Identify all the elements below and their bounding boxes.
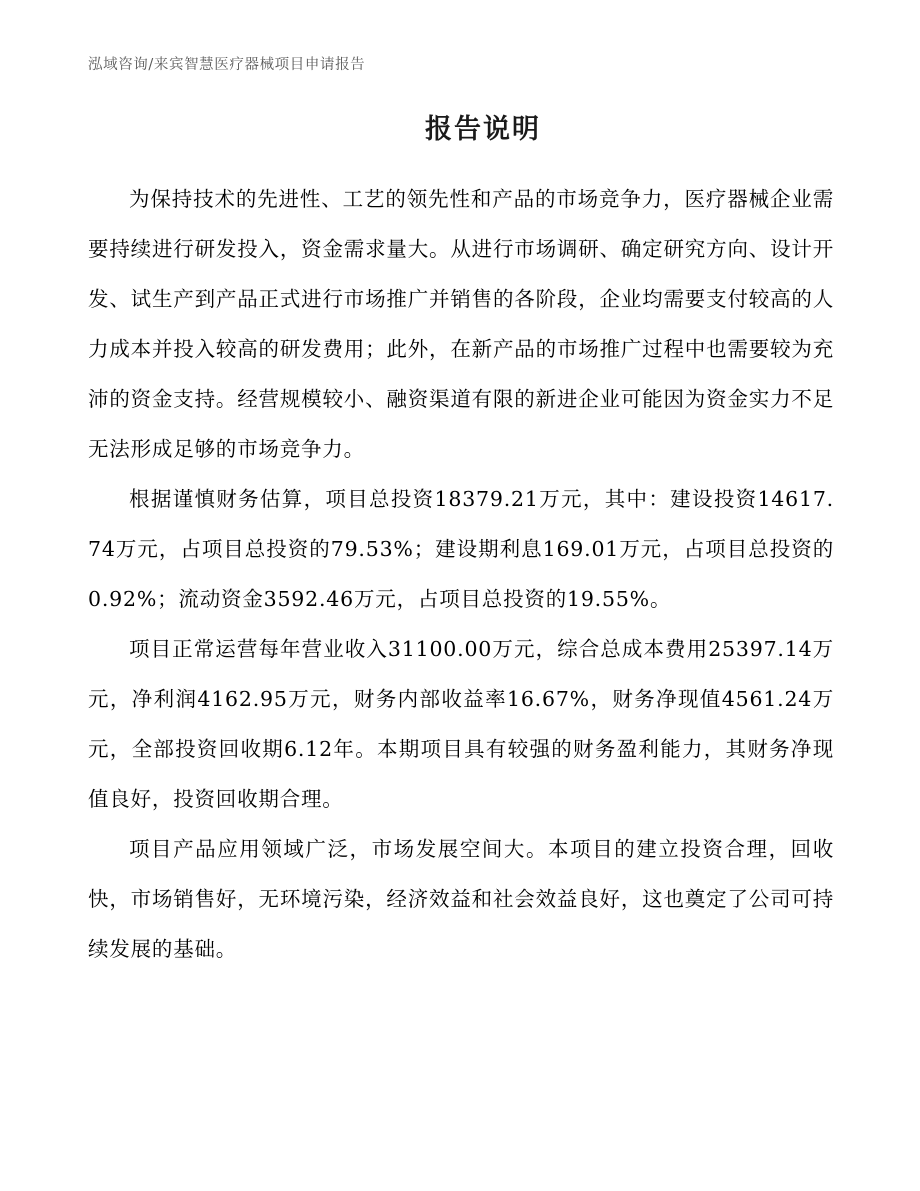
running-header: 泓域咨询/来宾智慧医疗器械项目申请报告 [88, 57, 366, 73]
body-paragraph: 为保持技术的先进性、工艺的领先性和产品的市场竞争力，医疗器械企业需要持续进行研发投入，资金需求量大。从进行市场调研、确定研究方向、设计开发、试生产到产品正式进行市场推广并销售的各阶段，企业均需要支付较高的人力成本并投入较高的研发费用；此外，在新产品的市场推广过程中也需要较为充沛的资金支持。经营规模较小、融资渠道有限的新进企业可能因为资金实力不足无法形成足够的市场竞争力。 [88, 187, 834, 461]
document-body [88, 108, 834, 974]
body-paragraph: 项目产品应用领域广泛，市场发展空间大。本项目的建立投资合理，回收快，市场销售好，无环境污染，经济效益和社会效益良好，这也奠定了公司可持续发展的基础。 [88, 837, 834, 961]
page-title: 报告说明 [425, 114, 541, 145]
body-paragraph: 项目正常运营每年营业收入31100.00万元，综合总成本费用25397.14万元，净利润4162.95万元，财务内部收益率16.67%，财务净现值4561.24万元，全部投资回收期6.12年。本期项目具有较强的财务盈利能力，其财务净现值良好，投资回收期合理。 [88, 637, 834, 811]
body-paragraph: 根据谨慎财务估算，项目总投资18379.21万元，其中：建设投资14617.74万元，占项目总投资的79.53%；建设期利息169.01万元，占项目总投资的0.92%；流动资金3592.46万元，占项目总投资的19.55%。 [88, 487, 834, 611]
